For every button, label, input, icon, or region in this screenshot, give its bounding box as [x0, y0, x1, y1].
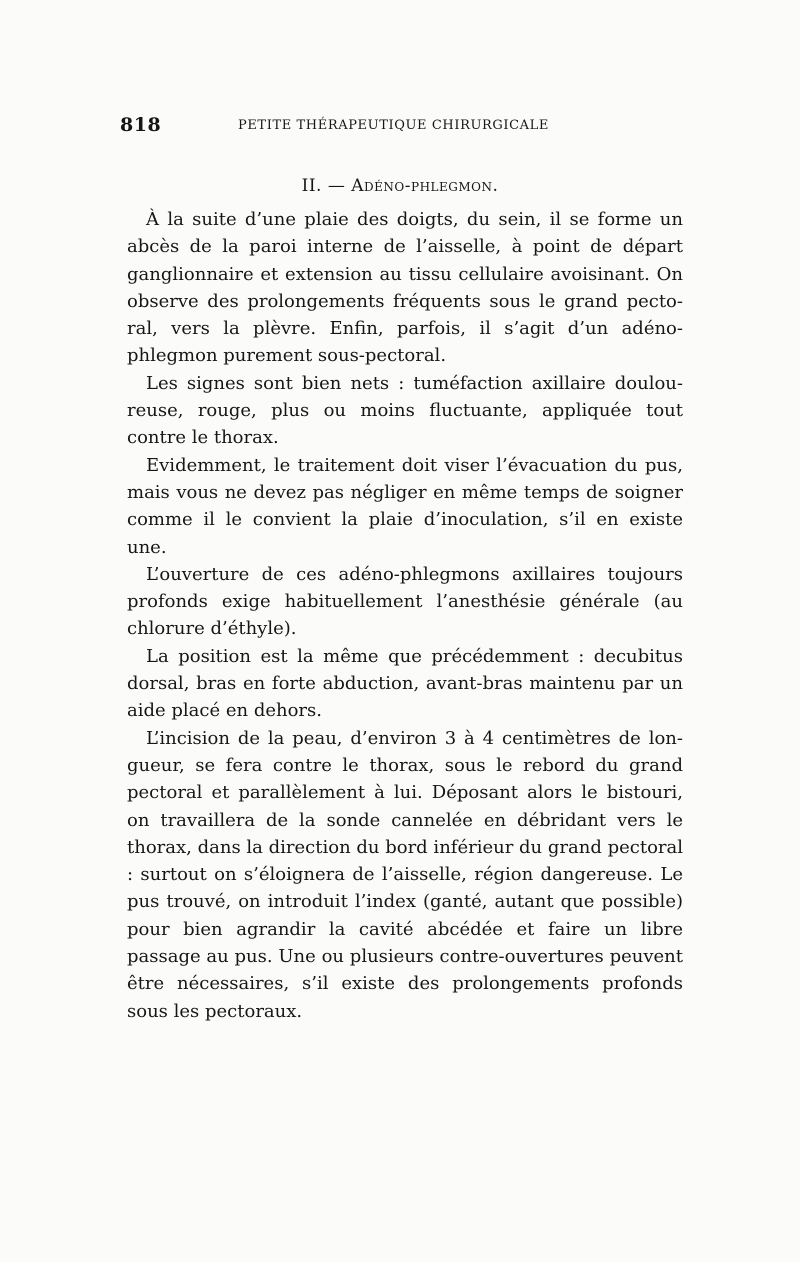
paragraph: Les signes sont bien nets : tuméfaction axillaire douloureuse, rouge, plus ou moins fluctuante, appliquée tout contre le thorax.	[127, 372, 683, 449]
paragraph: Evidemment, le traitement doit viser l’évacuation du pus, mais vous ne devez pas négliger en même temps de soigner comme il le convient la plaie d’inoculation, s’il en existe une.	[127, 454, 683, 558]
body-text	[127, 206, 683, 1025]
page-number: 818	[120, 114, 162, 136]
section-title: Adéno-phlegmon.	[351, 176, 499, 196]
paragraph: L’ouverture de ces adéno-phlegmons axillaires toujours profonds exige habituellement l’anesthésie générale (au chlorure d’éthyle).	[127, 563, 683, 640]
running-title: PETITE THÉRAPEUTIQUE CHIRURGICALE	[238, 118, 549, 133]
running-head	[120, 114, 560, 140]
paragraph: La position est la même que précédemment : decubitus dorsal, bras en forte abduction, avant-bras maintenu par un aide placé en dehors.	[127, 645, 683, 722]
section-heading	[0, 176, 800, 196]
paragraph: L’incision de la peau, d’environ 3 à 4 centimètres de longueur, se fera contre le thorax, sous le rebord du grand pectoral et parallèlement à lui. Déposant alors le bistouri, on travaillera de la sonde cannelée en débridant vers le thorax, dans la direction du bord inférieur du grand pectoral : surtout on s’éloignera de l’aisselle, région dangereuse. Le pus trouvé, on introduit l’index (ganté, autant que possible) pour bien agrandir la cavité abcédée et faire un libre passage au pus. Une ou plusieurs contre-ouvertures peuvent être nécessaires, s’il existe des prolongements profonds sous les pectoraux.	[127, 727, 683, 1022]
paragraph: À la suite d’une plaie des doigts, du sein, il se forme un abcès de la paroi interne de l’aisselle, à point de départ ganglionnaire et extension au tissu cellulaire avoisinant. On observe des prolongements fréquents sous le grand pectoral, vers la plèvre. Enfin, parfois, il s’agit d’un adénophlegmon purement sous-pectoral.	[127, 209, 683, 367]
section-number: II. —	[301, 176, 346, 196]
